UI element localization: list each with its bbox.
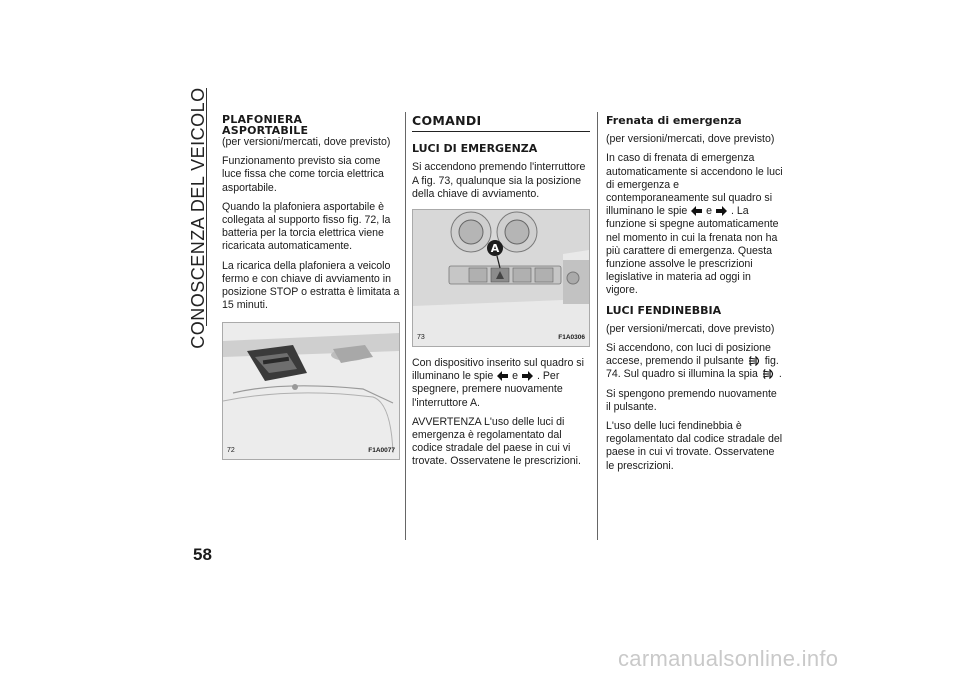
column-comandi xyxy=(412,114,590,475)
figure-73 xyxy=(412,209,590,347)
text-run: Si accendono, con luci di posizione accese, premendo il pulsante xyxy=(606,342,771,368)
paragraph xyxy=(606,152,784,297)
figure-number: 72 xyxy=(227,447,235,455)
text-run: . Per spegnere, premere nuovamente l'interruttore A. xyxy=(412,370,563,409)
page-number: 58 xyxy=(193,545,212,564)
chapter-rule xyxy=(206,88,207,326)
column-divider xyxy=(405,112,406,540)
paragraph: Quando la plafoniera asportabile è collegata al supporto fisso fig. 72, la batteria per la torcia elettrica viene ricaricata automaticamente. xyxy=(222,200,391,253)
text-run: e xyxy=(512,370,519,383)
heading-luci-emergenza: LUCI DI EMERGENZA xyxy=(412,142,538,156)
callout-label: A xyxy=(490,242,500,256)
paragraph: Si accendono premendo l'interruttore A fig. 73, qualunque sia la posizione della chiave di avviamento. xyxy=(412,161,586,200)
fog-light-icon xyxy=(762,369,775,379)
column-plafoniera xyxy=(222,114,400,460)
paragraph: Funzionamento previsto sia come luce fissa che come torcia elettrica asportabile. xyxy=(222,155,384,194)
column-divider xyxy=(597,112,598,540)
figure-72 xyxy=(222,322,400,460)
paragraph: La ricarica della plafoniera a veicolo fermo e con chiave di avviamento in posizione STOP o estratta è limitata a 15 minuti. xyxy=(222,259,400,312)
heading-frenata: Frenata di emergenza xyxy=(606,114,742,127)
turn-right-icon xyxy=(716,206,727,216)
text-run: In caso di frenata di emergenza automaticamente si accendono le luci di emergenza e contemporaneamente sul quadro si illuminano le spie xyxy=(606,152,783,218)
figure-code: F1A0077 xyxy=(368,447,395,455)
subtitle: (per versioni/mercati, dove previsto) xyxy=(606,133,775,146)
turn-left-icon xyxy=(497,371,508,381)
figure-code: F1A0306 xyxy=(558,333,585,341)
heading-line: ASPORTABILE xyxy=(222,124,309,137)
text-run: . xyxy=(778,368,782,381)
heading-plafoniera xyxy=(222,114,400,136)
heading-line: PLAFONIERA xyxy=(222,113,303,126)
heading-fendinebbia: LUCI FENDINEBBIA xyxy=(606,303,722,317)
turn-right-icon xyxy=(522,371,533,381)
text-run: Con dispositivo inserito sul quadro si illuminano le spie xyxy=(412,357,584,383)
text-run: fig. 74. Sul quadro si illumina la spia xyxy=(606,355,779,381)
paragraph: Si spengono premendo nuovamente il pulsante. xyxy=(606,387,777,413)
figure-72-illustration xyxy=(223,323,399,459)
column-frenata xyxy=(606,114,784,479)
text-run: e xyxy=(706,205,713,218)
fog-light-icon xyxy=(748,356,761,366)
paragraph xyxy=(412,357,590,410)
figure-73-illustration xyxy=(413,210,589,346)
paragraph: L'uso delle luci fendinebbia è regolamentato dal codice stradale del paese in cui vi trovate. Osservatene le prescrizioni. xyxy=(606,420,783,472)
paragraph xyxy=(606,342,784,382)
text-run: . La funzione si spegne automaticamente nel momento in cui la frenata non ha più carattere di emergenza. Questa funzione assolve le prescrizioni legislative in materia ad oggi in vigore. xyxy=(606,205,779,297)
watermark: carmanualsonline.info xyxy=(618,646,839,671)
turn-left-icon xyxy=(691,206,702,216)
paragraph-warning: AVVERTENZA L'uso delle luci di emergenza è regolamentato dal codice stradale del paese in cui vi trovate. Osservatene le prescrizioni. xyxy=(412,415,581,468)
subtitle: (per versioni/mercati, dove previsto) xyxy=(222,136,391,148)
figure-number: 73 xyxy=(417,333,425,341)
chapter-title: CONOSCENZA DEL VEICOLO xyxy=(188,87,208,349)
section-heading: COMANDI xyxy=(412,114,590,132)
subtitle: (per versioni/mercati, dove previsto) xyxy=(606,322,775,335)
